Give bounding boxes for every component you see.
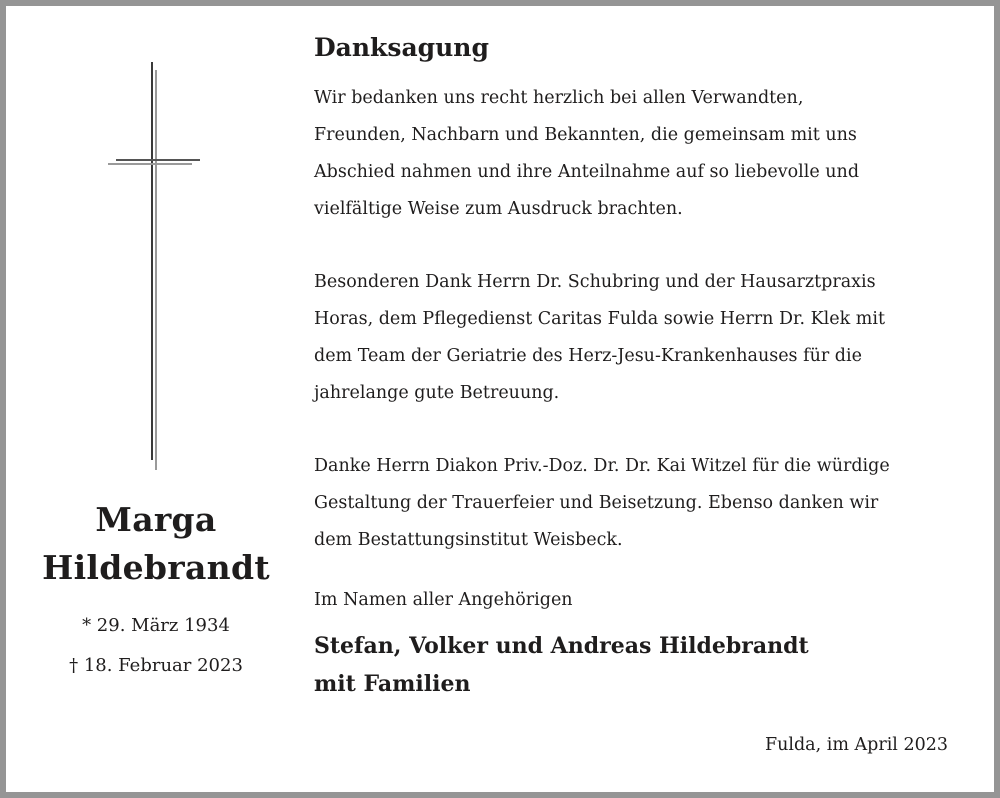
place-date: Fulda, im April 2023	[764, 735, 948, 755]
paragraph-special-thanks	[314, 264, 984, 412]
deceased-first-name: Marga	[95, 500, 217, 539]
text-line: Besonderen Dank Herrn Dr. Schubring und der Hausarztpraxis	[314, 272, 876, 292]
cross-horizontal-light	[108, 163, 192, 165]
deceased-last-name: Hildebrandt	[42, 548, 270, 587]
text-line: jahrelange gute Betreuung.	[314, 383, 560, 403]
family-suffix: mit Familien	[314, 671, 471, 697]
family-names: Stefan, Volker und Andreas Hildebrandt	[314, 633, 809, 659]
paragraph-ceremony-thanks	[314, 448, 984, 559]
text-line: Danke Herrn Diakon Priv.-Doz. Dr. Dr. Kai Witzel für die würdige	[314, 456, 890, 476]
notice-text	[314, 28, 984, 703]
text-line: dem Team der Geriatrie des Herz-Jesu-Krankenhauses für die	[314, 346, 862, 366]
birth-date: * 29. März 1934	[82, 615, 230, 636]
cross-horizontal-dark	[116, 159, 200, 161]
death-date: † 18. Februar 2023	[69, 655, 243, 676]
text-line: Abschied nahmen und ihre Anteilnahme auf so liebevolle und	[314, 162, 860, 182]
deceased-info	[6, 496, 306, 686]
cross-vertical-dark	[151, 62, 153, 460]
signoff: Im Namen aller Angehörigen	[314, 590, 573, 610]
text-line: Wir bedanken uns recht herzlich bei allen Verwandten,	[314, 88, 804, 108]
text-line: Horas, dem Pflegedienst Caritas Fulda sowie Herrn Dr. Klek mit	[314, 309, 885, 329]
text-line: vielfältige Weise zum Ausdruck brachten.	[314, 199, 683, 219]
obituary-notice	[6, 6, 994, 792]
text-line: dem Bestattungsinstitut Weisbeck.	[314, 530, 623, 550]
cross-vertical-light	[155, 70, 157, 470]
notice-title: Danksagung	[314, 33, 489, 62]
text-line: Freunden, Nachbarn und Bekannten, die gemeinsam mit uns	[314, 125, 857, 145]
cross-icon	[6, 6, 306, 486]
text-line: Gestaltung der Trauerfeier und Beisetzung. Ebenso danken wir	[314, 493, 879, 513]
paragraph-thanks	[314, 80, 984, 228]
